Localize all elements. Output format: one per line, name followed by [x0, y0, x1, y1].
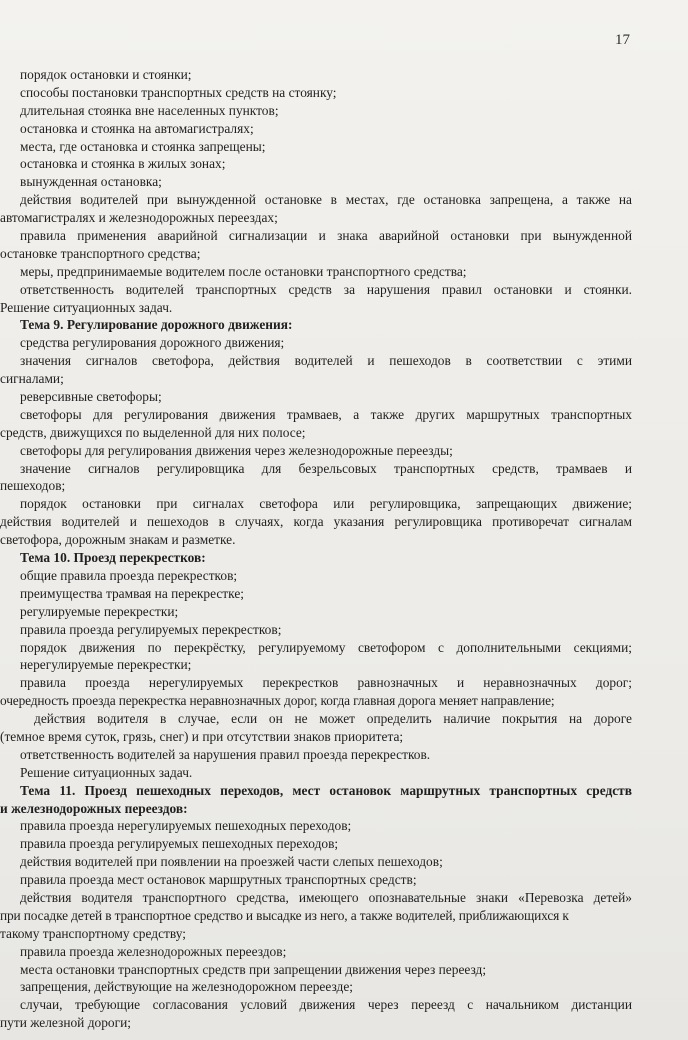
- text-line: преимущества трамвая на перекрестке;: [20, 585, 244, 601]
- text-line: правила применения аварийной сигнализации и знака аварийной остановки при вынужденной: [20, 228, 632, 244]
- section-heading: Тема 10. Проезд перекрестков:: [20, 550, 206, 566]
- text-line: правила проезда нерегулируемых пешеходных переходов;: [20, 818, 352, 834]
- text-line: светофоры для регулирования движения трамваев, а также других маршрутных транспортных: [20, 406, 632, 422]
- text-line: действия водителей при вынужденной остановке в местах, где остановка запрещена, а также на: [20, 192, 632, 208]
- section-heading: Тема 9. Регулирование дорожного движения:: [20, 317, 293, 333]
- text-line: длительная стоянка вне населенных пунктов;: [20, 102, 279, 118]
- text-line: общие правила проезда перекрестков;: [20, 567, 238, 583]
- text-line: остановка и стоянка на автомагистралях;: [20, 120, 254, 136]
- page-number: 17: [615, 32, 630, 48]
- text-line: значение сигналов регулировщика для безрельсовых транспортных средств, трамваев и: [20, 460, 632, 476]
- text-line: случаи, требующие согласования условий движения через переезд с начальником дистанции: [20, 997, 632, 1013]
- text-line: средств, движущихся по выделенной для них полосе;: [0, 424, 306, 440]
- text-line: очередность проезда перекрестка неравнозначных дорог, когда главная дорога меняет направление;: [0, 693, 555, 709]
- text-line: при посадке детей в транспортное средство и высадке из него, а также водителей, приближающихся к: [0, 907, 569, 923]
- text-line: автомагистралях и железнодорожных переездах;: [0, 210, 278, 226]
- text-line: действия водителя транспортного средства, имеющего опознавательные знаки «Перевозка детей»: [20, 889, 632, 905]
- text-line: правила проезда регулируемых перекрестков;: [20, 621, 282, 637]
- text-line: значения сигналов светофора, действия водителей и пешеходов в соответствии с этими: [20, 353, 632, 369]
- section-heading: и железнодорожных переездов:: [0, 800, 188, 816]
- text-line: (темное время суток, грязь, снег) и при отсутствии знаков приоритета;: [0, 728, 404, 744]
- text-line: Решение ситуационных задач.: [0, 299, 173, 315]
- text-line: правила проезда нерегулируемых перекрестков равнозначных и неравнозначных дорог;: [20, 675, 632, 691]
- text-line: порядок остановки и стоянки;: [20, 67, 192, 82]
- text-line: порядок остановки при сигналах светофора или регулировщика, запрещающих движение;: [20, 496, 632, 512]
- page-body: [0, 66, 632, 1032]
- text-line: порядок движения по перекрёстку, регулируемому светофором с дополнительными секциями;: [20, 639, 632, 655]
- text-line: действия водителя в случае, если он не может определить наличие покрытия на дороге: [34, 711, 632, 727]
- text-line: правила проезда регулируемых пешеходных переходов;: [20, 836, 339, 852]
- text-line: места остановки транспортных средств при запрещении движения через переезд;: [20, 961, 487, 977]
- text-line: запрещения, действующие на железнодорожном переезде;: [20, 979, 354, 995]
- text-line: способы постановки транспортных средств на стоянку;: [20, 84, 337, 100]
- text-line: светофора, дорожным знакам и разметке.: [0, 532, 236, 548]
- text-line: правила проезда мест остановок маршрутных транспортных средств;: [20, 872, 417, 888]
- text-line: нерегулируемые перекрестки;: [20, 657, 192, 673]
- text-line: средства регулирования дорожного движения;: [20, 335, 285, 351]
- text-line: остановка и стоянка в жилых зонах;: [20, 156, 226, 172]
- text-line: светофоры для регулирования движения через железнодорожные переезды;: [20, 442, 453, 458]
- text-line: действия водителей и пешеходов в случаях, когда указания регулировщика противоречат сигналам: [0, 514, 632, 530]
- text-line: реверсивные светофоры;: [20, 389, 162, 405]
- text-line: пешеходов;: [0, 478, 66, 494]
- text-line: ответственность водителей транспортных средств за нарушения правил остановки и стоянки.: [20, 281, 632, 297]
- text-line: меры, предпринимаемые водителем после остановки транспортного средства;: [20, 263, 467, 279]
- text-line: сигналами;: [0, 371, 64, 387]
- text-line: пути железной дороги;: [0, 1015, 131, 1031]
- text-line: правила проезда железнодорожных переездов;: [20, 943, 287, 959]
- text-line: остановке транспортного средства;: [0, 245, 201, 261]
- text-line: места, где остановка и стоянка запрещены;: [20, 138, 266, 154]
- text-line: такому транспортному средству;: [0, 925, 186, 941]
- text-line: действия водителей при появлении на проезжей части слепых пешеходов;: [20, 854, 443, 870]
- text-line: ответственность водителей за нарушения правил проезда перекрестков.: [20, 746, 431, 762]
- text-line: Решение ситуационных задач.: [20, 764, 193, 780]
- text-line: вынужденная остановка;: [20, 174, 162, 190]
- section-heading: Тема 11. Проезд пешеходных переходов, мест остановок маршрутных транспортных средств: [20, 782, 632, 798]
- text-line: регулируемые перекрестки;: [20, 603, 179, 619]
